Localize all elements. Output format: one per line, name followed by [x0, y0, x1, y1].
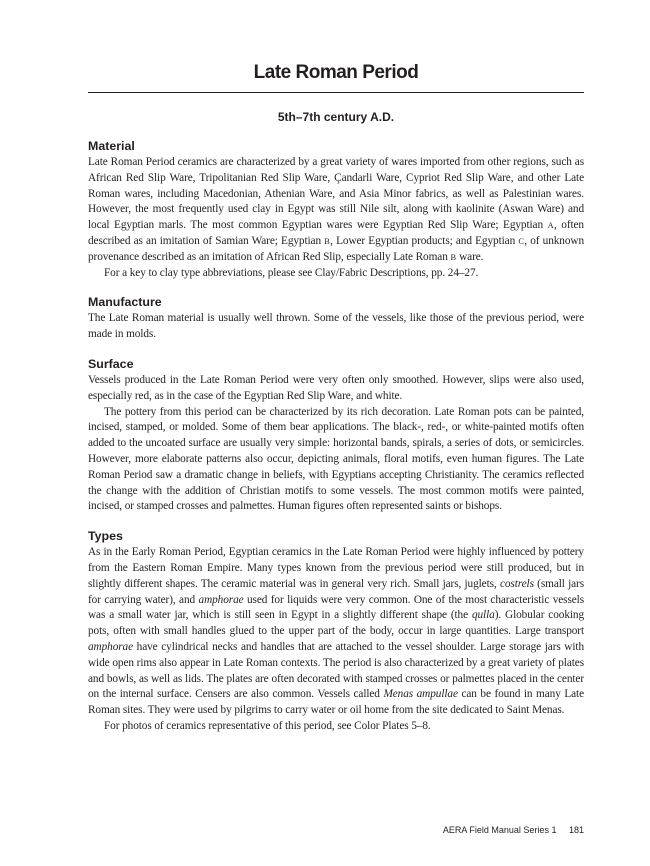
- page-subtitle: 5th–7th century A.D.: [277, 110, 395, 124]
- text-run: , often described as an imitation of Samian Ware; Egyptian: [88, 219, 584, 247]
- text-run: (small jars for carrying water), and: [88, 577, 584, 606]
- text-run: have cylindrical necks and handles that are attached to the vessel shoulder. Large storage jars with wide open rims also appear in Late Roman contexts. The period is also characterized by a great variety of plates and bowls, as well as lids. The plates are often decorated with stamped crosses or palmettes placed in the center on the internal surface. Censers are also common. Vessels called: [88, 640, 584, 701]
- paragraph: [88, 373, 584, 405]
- footer-series: AERA Field Manual Series 1: [442, 825, 557, 835]
- section-heading: Material: [88, 139, 135, 153]
- text-run: For a key to clay type abbreviations, please see Clay/Fabric Descriptions, pp. 24–27.: [104, 266, 479, 279]
- text-run: , of unknown provenance described as an imitation of African Red Slip, especially Late Roman: [88, 234, 584, 263]
- text-run: ware.: [456, 250, 484, 263]
- small-caps-letter: B: [450, 252, 457, 262]
- text-run: Late Roman Period ceramics are characterized by a great variety of wares imported from other regions, such as African Red Slip Ware, Tripolitanian Red Slip Ware, Çandarli Ware, Cypriot Red Slip Ware, and other Late Roman wares, including Macedonian, Athenian Ware, and Asia Minor fabrics, as well as Palestinian wares. However, the most frequently used clay in Egypt was still Nile silt, along with kaolinite (Aswan Ware) and local Egyptian marls. The most common Egyptian wares were Egyptian Red Slip Ware; Egyptian: [88, 156, 584, 232]
- text-run: Vessels produced in the Late Roman Period were very often only smoothed. However, slips were also used, especially red, as in the case of the Egyptian Red Slip Ware, and white.: [88, 373, 584, 402]
- section-heading: Surface: [88, 356, 134, 371]
- text-run: The pottery from this period can be characterized by its rich decoration. Late Roman pots can be painted, incised, stamped, or molded. Some of them bear applications. The black-, red-, or white-painted motifs often added to the uncoated surface are usually very simple: horizontal bands, spirals, a series of dots, or semicircles. However, more elaborate patterns also occur, depicting animals, floral motifs, even human figures. The Late Roman Period saw a dramatic change in beliefs, with Egyptians accepting Christianity. The ceramics reflected the change with the addition of Christian motifs to some vessels. The most common motifs were painted, incised, or stamped crosses and palmettes. Human figures often represented saints or bishops.: [88, 405, 584, 513]
- page-title: Late Roman Period: [253, 62, 419, 83]
- section-surface: [88, 356, 584, 515]
- body-content: [88, 138, 584, 748]
- italic-term: qulla: [471, 609, 495, 622]
- page-number: 181: [568, 825, 584, 835]
- text-run: The Late Roman material is usually well thrown. Some of the vessels, like those of the previous period, were made in molds.: [88, 312, 584, 341]
- paragraph: [88, 155, 584, 266]
- paragraph: [88, 266, 584, 282]
- text-run: ). Globular cooking pots, often with small handles glued to the upper part of the body, occur in large quantities. Large transport: [88, 609, 584, 638]
- section-types: [88, 528, 584, 735]
- small-caps-letter: C: [518, 236, 525, 246]
- section-manufacture: [88, 294, 584, 343]
- paragraph: [88, 405, 584, 516]
- italic-term: amphorae: [88, 640, 134, 653]
- section-heading: Types: [88, 529, 123, 544]
- text-run: , Lower Egyptian products; and Egyptian: [330, 234, 519, 247]
- section-material: [88, 138, 584, 281]
- italic-term: Menas ampullae: [383, 688, 458, 701]
- title-divider: [88, 92, 584, 93]
- paragraph: [88, 545, 584, 719]
- text-run: For photos of ceramics representative of this period, see Color Plates 5–8.: [104, 719, 431, 732]
- small-caps-letter: B: [324, 236, 331, 246]
- section-heading: Manufacture: [88, 295, 162, 310]
- text-run: can be found in many Late Roman sites. They were used by pilgrims to carry water or oil home from the site dedicated to Saint Menas.: [88, 688, 584, 717]
- small-caps-letter: A: [547, 221, 554, 231]
- paragraph: [88, 311, 584, 343]
- italic-term: amphorae: [198, 593, 244, 606]
- italic-term: costrels: [499, 577, 534, 590]
- text-run: As in the Early Roman Period, Egyptian ceramics in the Late Roman Period were highly influenced by pottery from the Eastern Roman Empire. Many types known from the previous period were still produced, but in slightly different shapes. The ceramic material was in general very rich. Small jars, juglets,: [88, 546, 584, 590]
- text-run: used for liquids were very common. One of the most characteristic vessels was a small water jar, which is still seen in Egypt in a slightly different shape (the: [88, 593, 584, 622]
- page-footer: [443, 825, 584, 835]
- paragraph: [88, 719, 584, 735]
